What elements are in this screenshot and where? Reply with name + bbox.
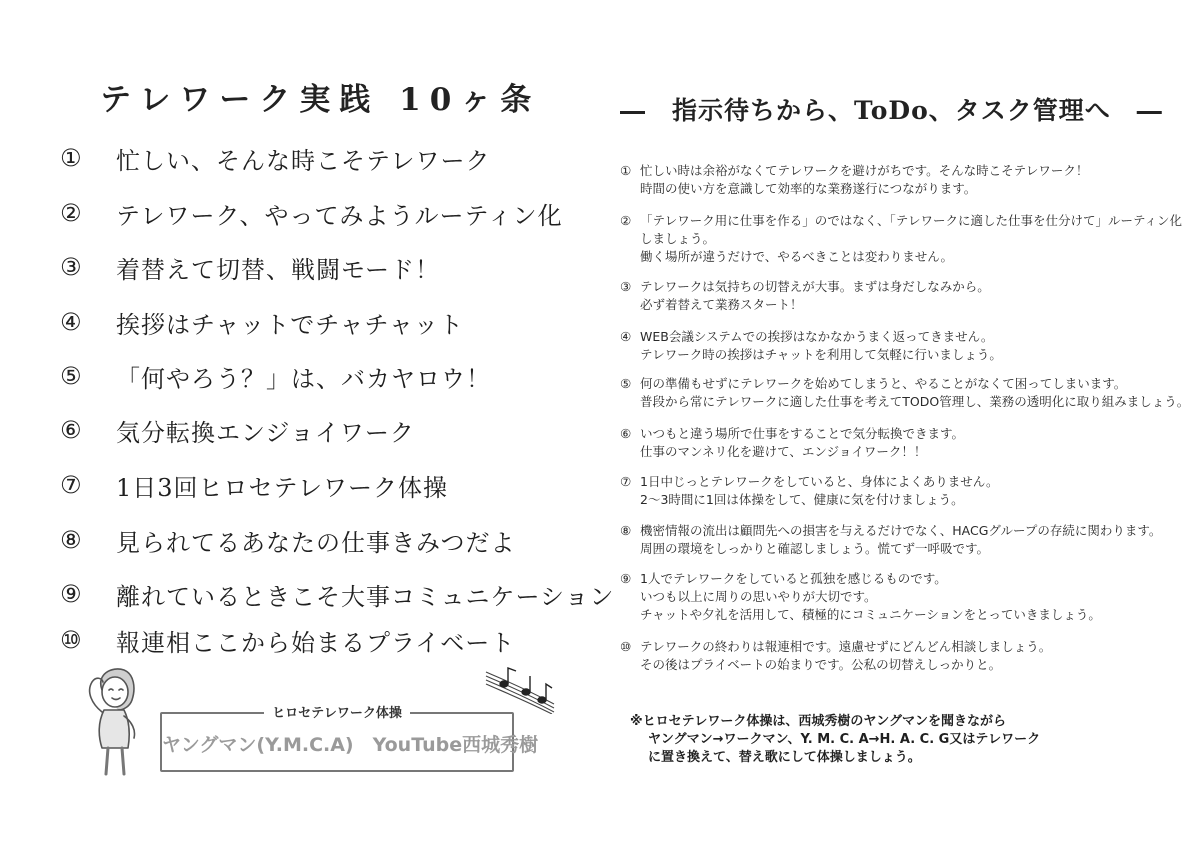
rule-text: 忙しい、そんな時こそテレワーク xyxy=(116,146,491,175)
detail-line: しましょう。 xyxy=(640,231,716,246)
exercise-label xyxy=(162,702,512,721)
rule-item xyxy=(60,356,491,396)
detail-number: ⑨ xyxy=(620,571,632,586)
rule-text: テレワーク、やってみようルーティン化 xyxy=(116,201,563,230)
detail-line: 機密情報の流出は顧問先への損害を与えるだけでなく、HACGグループの存続に関わります。 xyxy=(640,523,1162,538)
rule-text: 気分転換エンジョイワーク xyxy=(116,418,415,447)
detail-line: 1人でテレワークをしていると孤独を感じるものです。 xyxy=(640,571,947,586)
detail-line: 働く場所が違うだけで、やるべきことは変わりません。 xyxy=(640,249,954,264)
detail-item xyxy=(620,212,1183,266)
rule-item xyxy=(60,574,615,614)
detail-line: 2〜3時間に1回は体操をして、健康に気を付けましょう。 xyxy=(640,492,964,507)
rule-text: 報連相ここから始まるプライベート xyxy=(116,628,516,657)
rule-number: ④ xyxy=(60,308,82,336)
detail-line: テレワーク時の挨拶はチャットを利用して気軽に行いましょう。 xyxy=(640,347,1002,362)
detail-number: ② xyxy=(620,213,632,228)
rule-text: 「何やろう？」は、バカヤロウ！ xyxy=(116,364,491,393)
right-title: ― 指示待ちから、ToDo、タスク管理へ ― xyxy=(620,96,1163,125)
detail-number: ⑥ xyxy=(620,426,632,441)
detail-number: ⑤ xyxy=(620,376,632,391)
rule-text: 挨拶はチャットでチャチャット xyxy=(116,310,464,339)
rule-text: 1日3回ヒロセテレワーク体操 xyxy=(116,473,449,502)
exercise-song-text: ヤングマン(Y.M.C.A) YouTube西城秀樹 xyxy=(162,734,539,756)
detail-number: ⑦ xyxy=(620,474,632,489)
detail-number: ① xyxy=(620,163,632,178)
detail-line: 必ず着替えて業務スタート！ xyxy=(640,297,803,312)
detail-line: 時間の使い方を意識して効率的な業務遂行につながります。 xyxy=(640,181,977,196)
detail-number: ⑧ xyxy=(620,523,632,538)
rule-number: ⑨ xyxy=(60,580,82,608)
left-title: テレワーク実践 10ヶ条 xyxy=(100,82,541,118)
detail-line: 周囲の環境をしっかりと確認しましょう。慌てず一呼吸です。 xyxy=(640,541,990,556)
rule-number: ③ xyxy=(60,253,82,281)
detail-item xyxy=(620,570,1180,624)
note-line: ※ヒロセテレワーク体操は、西城秀樹のヤングマンを聞きながら xyxy=(630,714,1006,729)
detail-line: チャットや夕礼を活用して、積極的にコミュニケーションをとっていきましょう。 xyxy=(640,607,1101,622)
exercise-label-text: ヒロセテレワーク体操 xyxy=(264,706,410,721)
rule-number: ⑤ xyxy=(60,362,82,390)
detail-item xyxy=(620,375,1190,411)
detail-item xyxy=(620,328,1180,364)
detail-line: テレワークの終わりは報連相です。遠慮せずにどんどん相談しましょう。 xyxy=(640,639,1052,654)
detail-line: 忙しい時は余裕がなくてテレワークを避けがちです。そんな時こそテレワーク！ xyxy=(640,163,1089,178)
rule-item xyxy=(60,138,491,178)
rule-item xyxy=(60,302,464,342)
detail-line: 「テレワーク用に仕事を作る」のではなく、「テレワークに適した仕事を仕分けて」ルーティン化 xyxy=(640,213,1183,228)
note-line: ヤングマン→ワークマン、Y. M. C. A→H. A. C. G又はテレワーク xyxy=(648,732,1041,747)
detail-item xyxy=(620,638,1180,674)
detail-item xyxy=(620,162,1180,198)
detail-line: WEB会議システムでの挨拶はなかなかうまく返ってきません。 xyxy=(640,329,994,344)
exercise-note xyxy=(630,713,1150,767)
detail-line: 何の準備もせずにテレワークを始めてしまうと、やることがなくて困ってしまいます。 xyxy=(640,376,1127,391)
rule-item xyxy=(60,520,516,560)
rule-item xyxy=(60,410,415,450)
detail-line: 仕事のマンネリ化を避けて、エンジョイワーク！！ xyxy=(640,444,927,459)
rule-number: ① xyxy=(60,144,82,172)
rule-item xyxy=(60,193,563,233)
detail-line: 普段から常にテレワークに適した仕事を考えてTODO管理し、業務の透明化に取り組みましょう。 xyxy=(640,394,1190,409)
rule-number: ② xyxy=(60,199,82,227)
detail-line: テレワークは気持ちの切替えが大事。まずは身だしなみから。 xyxy=(640,279,990,294)
rule-number: ⑦ xyxy=(60,471,82,499)
detail-number: ④ xyxy=(620,329,632,344)
rule-item xyxy=(60,620,515,660)
rule-item xyxy=(60,247,440,287)
detail-item xyxy=(620,278,1180,314)
detail-number: ⑩ xyxy=(620,639,632,654)
rule-number: ⑩ xyxy=(60,626,82,654)
rule-item xyxy=(60,465,448,505)
stretching-woman-illustration xyxy=(72,660,162,780)
rule-text: 見られてるあなたの仕事きみつだよ xyxy=(116,528,516,557)
rule-text: 離れているときこそ大事コミュニケーション xyxy=(116,582,615,611)
exercise-box xyxy=(160,706,539,772)
detail-line: その後はプライベートの始まりです。公私の切替えしっかりと。 xyxy=(640,657,1002,672)
detail-item xyxy=(620,522,1180,558)
rule-number: ⑥ xyxy=(60,416,82,444)
rule-text: 着替えて切替、戦闘モード！ xyxy=(116,255,441,284)
detail-line: いつもと違う場所で仕事をすることで気分転換できます。 xyxy=(640,426,965,441)
detail-item xyxy=(620,425,1180,461)
note-line: に置き換えて、替え歌にして体操しましょう。 xyxy=(648,750,921,765)
detail-line: いつも以上に周りの思いやりが大切です。 xyxy=(640,589,877,604)
detail-line: 1日中じっとテレワークをしていると、身体によくありません。 xyxy=(640,474,999,489)
rule-number: ⑧ xyxy=(60,526,82,554)
detail-item xyxy=(620,473,1180,509)
detail-number: ③ xyxy=(620,279,632,294)
